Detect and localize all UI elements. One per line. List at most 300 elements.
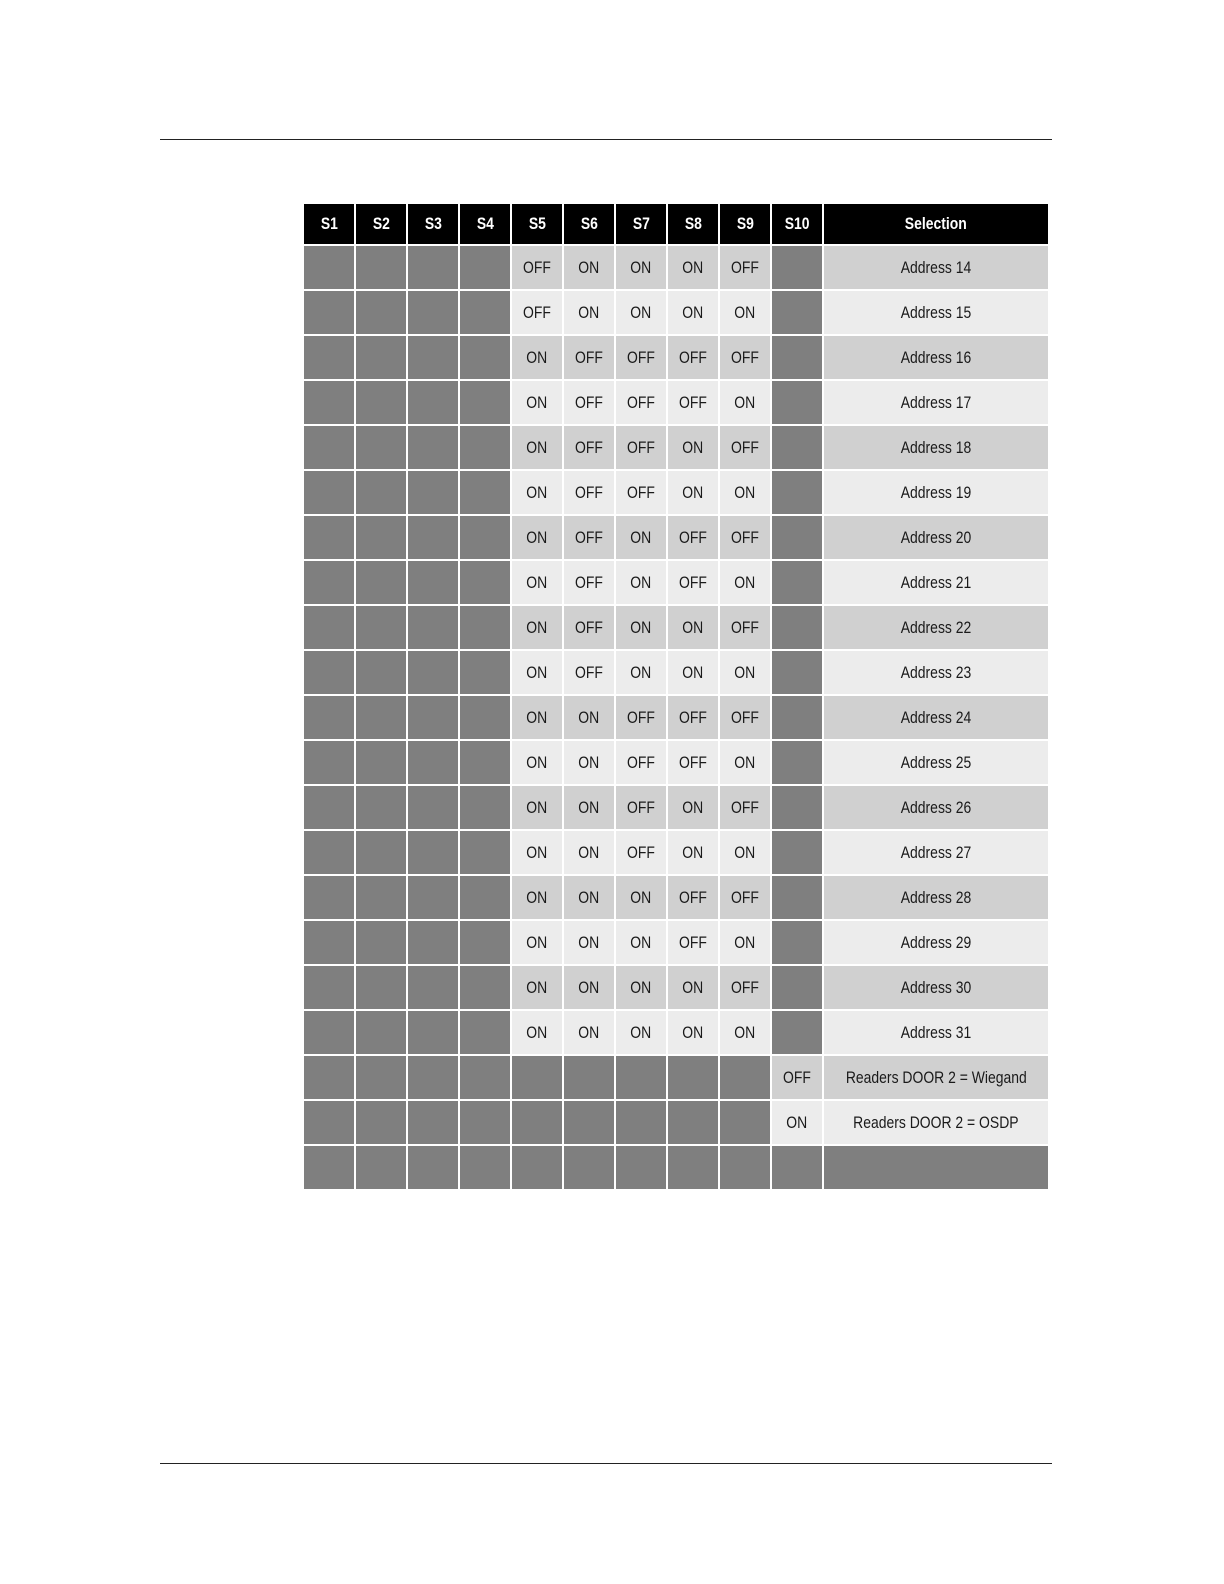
- table-row: [304, 1011, 1048, 1054]
- table-row-empty: [304, 1146, 1048, 1189]
- table-row: [304, 561, 1048, 604]
- unused-switch-cell: [304, 921, 354, 964]
- switch-s9-value: [720, 921, 770, 964]
- switch-s10-value: [772, 1056, 822, 1099]
- switch-s5-value: [512, 426, 562, 469]
- switch-s8-value-text: OFF: [679, 887, 707, 907]
- unused-switch-cell: [772, 831, 822, 874]
- switch-s8-value-text: OFF: [679, 752, 707, 772]
- unused-switch-cell: [356, 516, 406, 559]
- table-row: [304, 741, 1048, 784]
- switch-s8-value: [668, 426, 718, 469]
- switch-s7-value-text: OFF: [627, 347, 655, 367]
- switch-s9-value-text: OFF: [731, 527, 759, 547]
- switch-s5-value: [512, 516, 562, 559]
- switch-s8-value: [668, 291, 718, 334]
- switch-s7-value: [616, 966, 666, 1009]
- unused-switch-cell: [304, 651, 354, 694]
- switch-s5-value: [512, 876, 562, 919]
- switch-s8-value: [668, 966, 718, 1009]
- selection-cell-text: Readers DOOR 2 = Wiegand: [845, 1067, 1027, 1087]
- unused-switch-cell: [460, 426, 510, 469]
- selection-cell-text: Address 28: [900, 887, 972, 907]
- footer-rule: [160, 1463, 1052, 1464]
- selection-cell-text: Address 17: [900, 392, 972, 412]
- switch-s8-value-text: ON: [682, 977, 704, 997]
- switch-s8-value-text: ON: [682, 437, 704, 457]
- unused-switch-cell: [356, 966, 406, 1009]
- unused-switch-cell: [512, 1101, 562, 1144]
- selection-cell: [824, 1011, 1048, 1054]
- switch-s8-value-text: ON: [682, 617, 704, 637]
- unused-switch-cell: [772, 876, 822, 919]
- switch-s5-value: [512, 696, 562, 739]
- switch-s5-value: [512, 741, 562, 784]
- switch-s7-value-text: OFF: [627, 797, 655, 817]
- selection-cell: [824, 246, 1048, 289]
- unused-switch-cell: [460, 246, 510, 289]
- switch-s9-value: [720, 516, 770, 559]
- unused-switch-cell: [772, 246, 822, 289]
- switch-s5-value: [512, 831, 562, 874]
- switch-s7-value-text: ON: [630, 302, 652, 322]
- switch-s7-value: [616, 426, 666, 469]
- switch-s9-value-text: OFF: [731, 347, 759, 367]
- unused-switch-cell: [304, 291, 354, 334]
- selection-cell-text: Address 22: [900, 617, 972, 637]
- table-body: [304, 246, 1048, 1189]
- unused-switch-cell: [408, 246, 458, 289]
- table-row: [304, 786, 1048, 829]
- empty-cell: [720, 1146, 770, 1189]
- switch-s7-value: [616, 786, 666, 829]
- switch-s6-value-text: OFF: [575, 347, 603, 367]
- header-s5: S5: [512, 204, 562, 244]
- switch-s7-value: [616, 381, 666, 424]
- selection-cell: [824, 516, 1048, 559]
- unused-switch-cell: [408, 876, 458, 919]
- switch-s6-value: [564, 786, 614, 829]
- switch-s5-value-text: ON: [526, 572, 548, 592]
- selection-cell: [824, 1101, 1048, 1144]
- header-s10: S10: [772, 204, 822, 244]
- unused-switch-cell: [772, 696, 822, 739]
- switch-s9-value-text: ON: [734, 662, 756, 682]
- table-row: [304, 471, 1048, 514]
- empty-cell: [668, 1146, 718, 1189]
- switch-s6-value-text: OFF: [575, 392, 603, 412]
- table-row: [304, 1056, 1048, 1099]
- unused-switch-cell: [720, 1101, 770, 1144]
- switch-s5-value: [512, 651, 562, 694]
- unused-switch-cell: [512, 1056, 562, 1099]
- unused-switch-cell: [408, 291, 458, 334]
- unused-switch-cell: [356, 471, 406, 514]
- switch-s10-value: [772, 1101, 822, 1144]
- switch-s7-value-text: ON: [630, 572, 652, 592]
- unused-switch-cell: [408, 786, 458, 829]
- switch-s8-value: [668, 1011, 718, 1054]
- selection-cell-text: Address 25: [900, 752, 972, 772]
- unused-switch-cell: [304, 696, 354, 739]
- empty-cell: [564, 1146, 614, 1189]
- unused-switch-cell: [304, 246, 354, 289]
- switch-s6-value: [564, 291, 614, 334]
- unused-switch-cell: [304, 516, 354, 559]
- table-row: [304, 876, 1048, 919]
- switch-s5-value-text: ON: [526, 392, 548, 412]
- unused-switch-cell: [616, 1101, 666, 1144]
- unused-switch-cell: [356, 876, 406, 919]
- header-rule: [160, 139, 1052, 140]
- unused-switch-cell: [460, 1101, 510, 1144]
- switch-s6-value: [564, 741, 614, 784]
- switch-s10-value-text: OFF: [783, 1067, 811, 1087]
- switch-s6-value-text: OFF: [575, 437, 603, 457]
- switch-s5-value-text: ON: [526, 707, 548, 727]
- switch-s6-value-text: ON: [578, 797, 600, 817]
- unused-switch-cell: [460, 291, 510, 334]
- switch-s8-value-text: ON: [682, 1022, 704, 1042]
- switch-s9-value-text: ON: [734, 482, 756, 502]
- switch-s6-value: [564, 1011, 614, 1054]
- switch-s7-value: [616, 561, 666, 604]
- unused-switch-cell: [356, 1056, 406, 1099]
- switch-s7-value: [616, 516, 666, 559]
- unused-switch-cell: [304, 1011, 354, 1054]
- unused-switch-cell: [564, 1101, 614, 1144]
- switch-s6-value-text: OFF: [575, 662, 603, 682]
- switch-s7-value-text: ON: [630, 977, 652, 997]
- selection-cell: [824, 921, 1048, 964]
- switch-s8-value: [668, 831, 718, 874]
- header-s4: S4: [460, 204, 510, 244]
- switch-s8-value: [668, 471, 718, 514]
- switch-s6-value-text: ON: [578, 302, 600, 322]
- selection-cell-text: Address 26: [900, 797, 972, 817]
- switch-s5-value: [512, 471, 562, 514]
- unused-switch-cell: [460, 921, 510, 964]
- switch-s7-value-text: ON: [630, 617, 652, 637]
- selection-cell: [824, 381, 1048, 424]
- switch-s7-value-text: ON: [630, 662, 652, 682]
- selection-cell: [824, 1056, 1048, 1099]
- selection-cell-text: Address 15: [900, 302, 972, 322]
- switch-s6-value-text: OFF: [575, 617, 603, 637]
- unused-switch-cell: [460, 471, 510, 514]
- table-row: [304, 336, 1048, 379]
- unused-switch-cell: [772, 606, 822, 649]
- unused-switch-cell: [356, 786, 406, 829]
- unused-switch-cell: [408, 1011, 458, 1054]
- unused-switch-cell: [304, 471, 354, 514]
- empty-cell: [824, 1146, 1048, 1189]
- empty-cell: [356, 1146, 406, 1189]
- switch-s6-value: [564, 876, 614, 919]
- selection-cell: [824, 651, 1048, 694]
- selection-cell-text: Address 24: [900, 707, 972, 727]
- switch-s5-value-text: ON: [526, 482, 548, 502]
- switch-s7-value: [616, 1011, 666, 1054]
- selection-cell-text: Address 23: [900, 662, 972, 682]
- switch-s7-value: [616, 921, 666, 964]
- header-s9: S9: [720, 204, 770, 244]
- unused-switch-cell: [304, 336, 354, 379]
- switch-s5-value-text: OFF: [523, 257, 551, 277]
- switch-s5-value-text: ON: [526, 437, 548, 457]
- unused-switch-cell: [304, 606, 354, 649]
- switch-s5-value: [512, 336, 562, 379]
- unused-switch-cell: [408, 516, 458, 559]
- empty-cell: [512, 1146, 562, 1189]
- switch-s9-value: [720, 381, 770, 424]
- switch-s9-value-text: ON: [734, 392, 756, 412]
- selection-cell: [824, 426, 1048, 469]
- switch-s5-value-text: ON: [526, 617, 548, 637]
- switch-s8-value-text: OFF: [679, 572, 707, 592]
- unused-switch-cell: [408, 741, 458, 784]
- header-row: [304, 204, 1048, 244]
- selection-cell: [824, 876, 1048, 919]
- unused-switch-cell: [460, 561, 510, 604]
- selection-cell: [824, 561, 1048, 604]
- switch-s9-value-text: OFF: [731, 437, 759, 457]
- empty-cell: [616, 1146, 666, 1189]
- switch-s8-value: [668, 561, 718, 604]
- switch-s9-value-text: OFF: [731, 887, 759, 907]
- unused-switch-cell: [408, 831, 458, 874]
- unused-switch-cell: [408, 336, 458, 379]
- unused-switch-cell: [460, 516, 510, 559]
- switch-s9-value: [720, 831, 770, 874]
- switch-s7-value-text: ON: [630, 257, 652, 277]
- unused-switch-cell: [460, 831, 510, 874]
- switch-s7-value: [616, 606, 666, 649]
- header-s8: S8: [668, 204, 718, 244]
- selection-cell-text: Address 29: [900, 932, 972, 952]
- switch-s8-value-text: OFF: [679, 527, 707, 547]
- unused-switch-cell: [460, 606, 510, 649]
- switch-s5-value-text: ON: [526, 662, 548, 682]
- switch-s5-value: [512, 1011, 562, 1054]
- switch-s6-value: [564, 831, 614, 874]
- switch-s7-value-text: OFF: [627, 437, 655, 457]
- switch-s10-value-text: ON: [786, 1112, 808, 1132]
- switch-s7-value-text: OFF: [627, 392, 655, 412]
- unused-switch-cell: [772, 426, 822, 469]
- switch-s5-value-text: OFF: [523, 302, 551, 322]
- switch-s9-value: [720, 966, 770, 1009]
- selection-cell-text: Address 14: [900, 257, 972, 277]
- switch-s5-value: [512, 561, 562, 604]
- switch-s7-value: [616, 336, 666, 379]
- switch-s5-value: [512, 966, 562, 1009]
- unused-switch-cell: [408, 426, 458, 469]
- unused-switch-cell: [408, 381, 458, 424]
- switch-s7-value-text: ON: [630, 527, 652, 547]
- empty-cell: [772, 1146, 822, 1189]
- unused-switch-cell: [304, 1056, 354, 1099]
- switch-s6-value-text: ON: [578, 257, 600, 277]
- switch-s7-value: [616, 471, 666, 514]
- switch-s6-value: [564, 336, 614, 379]
- switch-s8-value: [668, 606, 718, 649]
- switch-s9-value: [720, 741, 770, 784]
- switch-s6-value-text: ON: [578, 707, 600, 727]
- switch-s9-value: [720, 786, 770, 829]
- unused-switch-cell: [564, 1056, 614, 1099]
- unused-switch-cell: [356, 921, 406, 964]
- unused-switch-cell: [304, 426, 354, 469]
- header-s3: S3: [408, 204, 458, 244]
- unused-switch-cell: [772, 471, 822, 514]
- switch-s9-value: [720, 1011, 770, 1054]
- selection-cell-text: Address 18: [900, 437, 972, 457]
- switch-s9-value-text: ON: [734, 932, 756, 952]
- selection-cell-text: Address 31: [900, 1022, 972, 1042]
- switch-s6-value: [564, 246, 614, 289]
- selection-cell: [824, 336, 1048, 379]
- table-row: [304, 921, 1048, 964]
- switch-s7-value-text: ON: [630, 887, 652, 907]
- unused-switch-cell: [772, 786, 822, 829]
- switch-s6-value: [564, 696, 614, 739]
- unused-switch-cell: [356, 426, 406, 469]
- selection-cell-text: Address 19: [900, 482, 972, 502]
- unused-switch-cell: [772, 966, 822, 1009]
- table-row: [304, 1101, 1048, 1144]
- unused-switch-cell: [356, 246, 406, 289]
- switch-s9-value: [720, 291, 770, 334]
- switch-s7-value: [616, 876, 666, 919]
- selection-cell: [824, 966, 1048, 1009]
- unused-switch-cell: [304, 561, 354, 604]
- unused-switch-cell: [356, 696, 406, 739]
- switch-s6-value-text: ON: [578, 752, 600, 772]
- dip-switch-table: [302, 202, 1050, 1191]
- unused-switch-cell: [304, 831, 354, 874]
- unused-switch-cell: [356, 1011, 406, 1054]
- switch-s6-value: [564, 516, 614, 559]
- switch-s7-value: [616, 246, 666, 289]
- switch-s9-value: [720, 471, 770, 514]
- switch-s8-value: [668, 651, 718, 694]
- unused-switch-cell: [408, 606, 458, 649]
- unused-switch-cell: [460, 966, 510, 1009]
- switch-s6-value: [564, 921, 614, 964]
- empty-cell: [460, 1146, 510, 1189]
- switch-s8-value: [668, 381, 718, 424]
- unused-switch-cell: [460, 786, 510, 829]
- switch-s7-value-text: OFF: [627, 842, 655, 862]
- unused-switch-cell: [304, 1101, 354, 1144]
- unused-switch-cell: [408, 966, 458, 1009]
- switch-s8-value-text: ON: [682, 257, 704, 277]
- unused-switch-cell: [460, 1056, 510, 1099]
- unused-switch-cell: [408, 1101, 458, 1144]
- switch-s6-value: [564, 381, 614, 424]
- switch-s9-value-text: ON: [734, 302, 756, 322]
- switch-s9-value: [720, 651, 770, 694]
- switch-s8-value: [668, 921, 718, 964]
- unused-switch-cell: [408, 1056, 458, 1099]
- switch-s5-value-text: ON: [526, 977, 548, 997]
- switch-s8-value-text: ON: [682, 302, 704, 322]
- switch-s6-value-text: ON: [578, 842, 600, 862]
- unused-switch-cell: [356, 1101, 406, 1144]
- switch-s8-value-text: OFF: [679, 347, 707, 367]
- switch-s9-value: [720, 426, 770, 469]
- unused-switch-cell: [356, 561, 406, 604]
- switch-s8-value-text: ON: [682, 662, 704, 682]
- switch-s5-value-text: ON: [526, 887, 548, 907]
- unused-switch-cell: [460, 381, 510, 424]
- header-s6: S6: [564, 204, 614, 244]
- switch-s9-value-text: OFF: [731, 977, 759, 997]
- switch-s8-value-text: ON: [682, 482, 704, 502]
- unused-switch-cell: [772, 561, 822, 604]
- switch-s7-value-text: ON: [630, 932, 652, 952]
- switch-s8-value: [668, 876, 718, 919]
- switch-s9-value: [720, 336, 770, 379]
- switch-s8-value-text: OFF: [679, 932, 707, 952]
- switch-s8-value: [668, 246, 718, 289]
- switch-s6-value-text: ON: [578, 887, 600, 907]
- switch-s8-value: [668, 516, 718, 559]
- switch-s5-value: [512, 291, 562, 334]
- unused-switch-cell: [408, 921, 458, 964]
- header-s1: S1: [304, 204, 354, 244]
- switch-s9-value-text: ON: [734, 1022, 756, 1042]
- header-s7: S7: [616, 204, 666, 244]
- empty-cell: [408, 1146, 458, 1189]
- table-row: [304, 966, 1048, 1009]
- switch-s6-value: [564, 606, 614, 649]
- switch-s8-value: [668, 741, 718, 784]
- switch-s5-value: [512, 381, 562, 424]
- selection-cell-text: Address 30: [900, 977, 972, 997]
- unused-switch-cell: [772, 651, 822, 694]
- switch-s6-value-text: OFF: [575, 527, 603, 547]
- table-row: [304, 426, 1048, 469]
- switch-s9-value-text: OFF: [731, 707, 759, 727]
- unused-switch-cell: [304, 966, 354, 1009]
- unused-switch-cell: [408, 651, 458, 694]
- switch-s7-value: [616, 741, 666, 784]
- unused-switch-cell: [356, 291, 406, 334]
- unused-switch-cell: [304, 381, 354, 424]
- unused-switch-cell: [304, 786, 354, 829]
- unused-switch-cell: [460, 651, 510, 694]
- switch-s9-value-text: ON: [734, 842, 756, 862]
- switch-s7-value: [616, 831, 666, 874]
- unused-switch-cell: [772, 381, 822, 424]
- header-selection: Selection: [824, 204, 1048, 244]
- switch-s8-value-text: OFF: [679, 392, 707, 412]
- switch-s9-value: [720, 246, 770, 289]
- switch-s6-value-text: ON: [578, 932, 600, 952]
- switch-s9-value: [720, 876, 770, 919]
- unused-switch-cell: [356, 741, 406, 784]
- switch-s5-value-text: ON: [526, 347, 548, 367]
- unused-switch-cell: [772, 921, 822, 964]
- switch-s5-value-text: ON: [526, 797, 548, 817]
- switch-s6-value: [564, 966, 614, 1009]
- switch-s9-value: [720, 696, 770, 739]
- table-row: [304, 381, 1048, 424]
- selection-cell-text: Address 20: [900, 527, 972, 547]
- switch-s5-value: [512, 921, 562, 964]
